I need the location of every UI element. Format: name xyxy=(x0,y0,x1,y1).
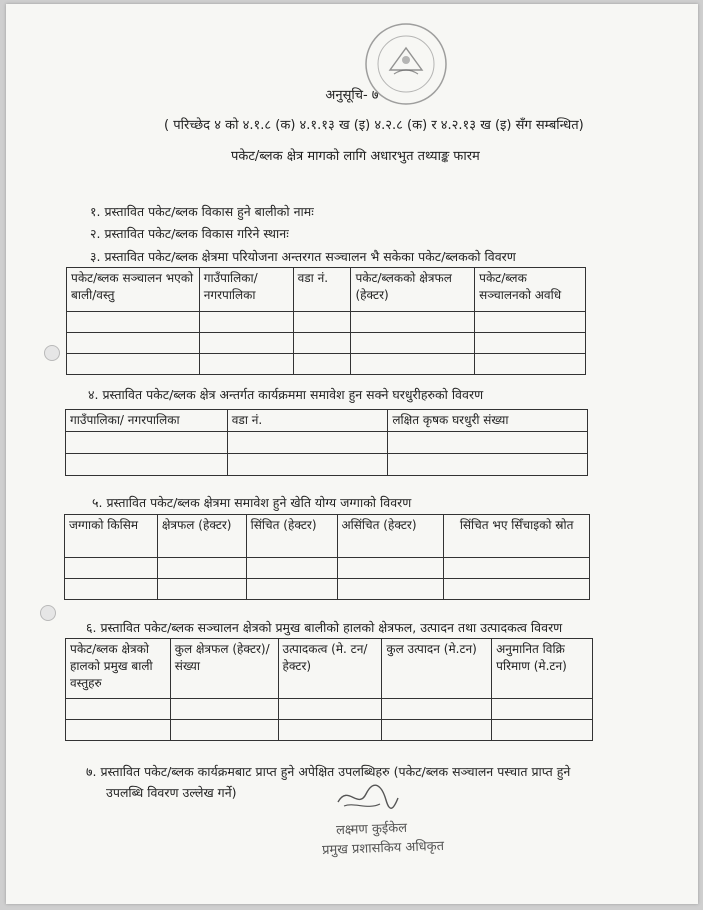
table3-header-municipality: गाउँपालिका/ नगरपालिका xyxy=(199,268,293,312)
table6-header-total-area: कुल क्षेत्रफल (हेक्टर)/संख्या xyxy=(170,639,278,699)
table-cultivable-land xyxy=(64,514,590,600)
table-row xyxy=(66,720,593,741)
signature-mark xyxy=(334,780,400,816)
signatory-title: प्रमुख प्रशासकिय अधिकृत xyxy=(321,838,445,859)
table-row xyxy=(65,579,590,600)
table-row xyxy=(66,432,588,454)
table5-header-unirrigated: असिंचित (हेक्टर) xyxy=(337,515,444,558)
reference-line: ( परिच्छेद ४ को ४.१.८ (क) ४.१.१३ ख (इ) ४.२.८ (क) र ४.२.१३ ख (इ) सँग सम्बन्धित) xyxy=(164,118,584,133)
table-row xyxy=(65,558,590,579)
table6-header-productivity: उत्पादकत्व (मे. टन/हेक्टर) xyxy=(278,639,382,699)
item-7-continuation: उपलब्धि विवरण उल्लेख गर्ने) xyxy=(106,785,237,800)
item-2-location: २. प्रस्तावित पकेट/ब्लक विकास गरिने स्थानः xyxy=(90,226,289,241)
table3-header-area: पकेट/ब्लकको क्षेत्रफल (हेक्टर) xyxy=(351,268,475,312)
item-1-crop-name: १. प्रस्तावित पकेट/ब्लक विकास हुने बालीको नामः xyxy=(90,204,314,219)
form-title: पकेट/ब्लक क्षेत्र मागको लागि अधारभुत तथ्याङ्क फारम xyxy=(231,149,480,164)
table3-header-crop: पकेट/ब्लक सञ्चालन भएको बाली/वस्तु xyxy=(67,268,200,312)
table4-header-households: लक्षित कृषक घरधुरी संख्या xyxy=(388,410,588,432)
table5-header-irrigation-source: सिंचित भए सिँचाइको स्रोत xyxy=(444,515,590,558)
item-7-heading: ७. प्रस्तावित पकेट/ब्लक कार्यक्रमबाट प्राप्त हुने अपेक्षित उपलब्धिहरु (पकेट/ब्लक सञ्चालन पस्चात प्राप्त हुने xyxy=(86,764,571,779)
punch-hole-mark xyxy=(44,345,60,361)
punch-hole-mark xyxy=(40,605,56,621)
table-operated-pockets xyxy=(66,267,586,375)
annex-label: अनुसूचि- ७ xyxy=(325,88,379,103)
table-households xyxy=(65,409,588,476)
table-row xyxy=(66,699,593,720)
item-5-heading: ५. प्रस्तावित पकेट/ब्लक क्षेत्रमा समावेश हुने खेति योग्य जग्गाको विवरण xyxy=(92,495,412,510)
table3-header-duration: पकेट/ब्लक सञ्चालनको अवधि xyxy=(475,268,586,312)
item-3-heading: ३. प्रस्तावित पकेट/ब्लक क्षेत्रमा परियोजना अन्तरगत सञ्चालन भै सकेका पकेट/ब्लकको विवरण xyxy=(90,249,516,264)
table3-header-ward: वडा नं. xyxy=(293,268,351,312)
table-row xyxy=(67,312,586,333)
document-page xyxy=(6,4,698,904)
table-row xyxy=(67,354,586,375)
item-6-heading: ६. प्रस्तावित पकेट/ब्लक सञ्चालन क्षेत्रको प्रमुख बालीको हालको क्षेत्रफल, उत्पादन तथा उत्पादकत्व विवरण xyxy=(86,620,563,635)
signatory-name: लक्ष्मण कुईकेल xyxy=(335,820,408,839)
table4-header-ward: वडा नं. xyxy=(227,410,388,432)
table-row xyxy=(67,333,586,354)
table5-header-irrigated: सिंचित (हेक्टर) xyxy=(246,515,337,558)
table4-header-municipality: गाउँपालिका/ नगरपालिका xyxy=(66,410,228,432)
table6-header-total-production: कुल उत्पादन (मे.टन) xyxy=(382,639,492,699)
table-row xyxy=(66,454,588,476)
table5-header-area: क्षेत्रफल (हेक्टर) xyxy=(157,515,246,558)
item-4-heading: ४. प्रस्तावित पकेट/ब्लक क्षेत्र अन्तर्गत कार्यक्रममा समावेश हुन सक्ने घरधुरीहरुको विवरण xyxy=(88,387,484,402)
table5-header-land-type: जग्गाको किसिम xyxy=(65,515,158,558)
table6-header-crops: पकेट/ब्लक क्षेत्रको हालको प्रमुख बाली वस्तुहरु xyxy=(66,639,171,699)
table6-header-estimated-sales: अनुमानित विक्रि परिमाण (मे.टन) xyxy=(492,639,593,699)
table-major-crops xyxy=(65,638,593,741)
